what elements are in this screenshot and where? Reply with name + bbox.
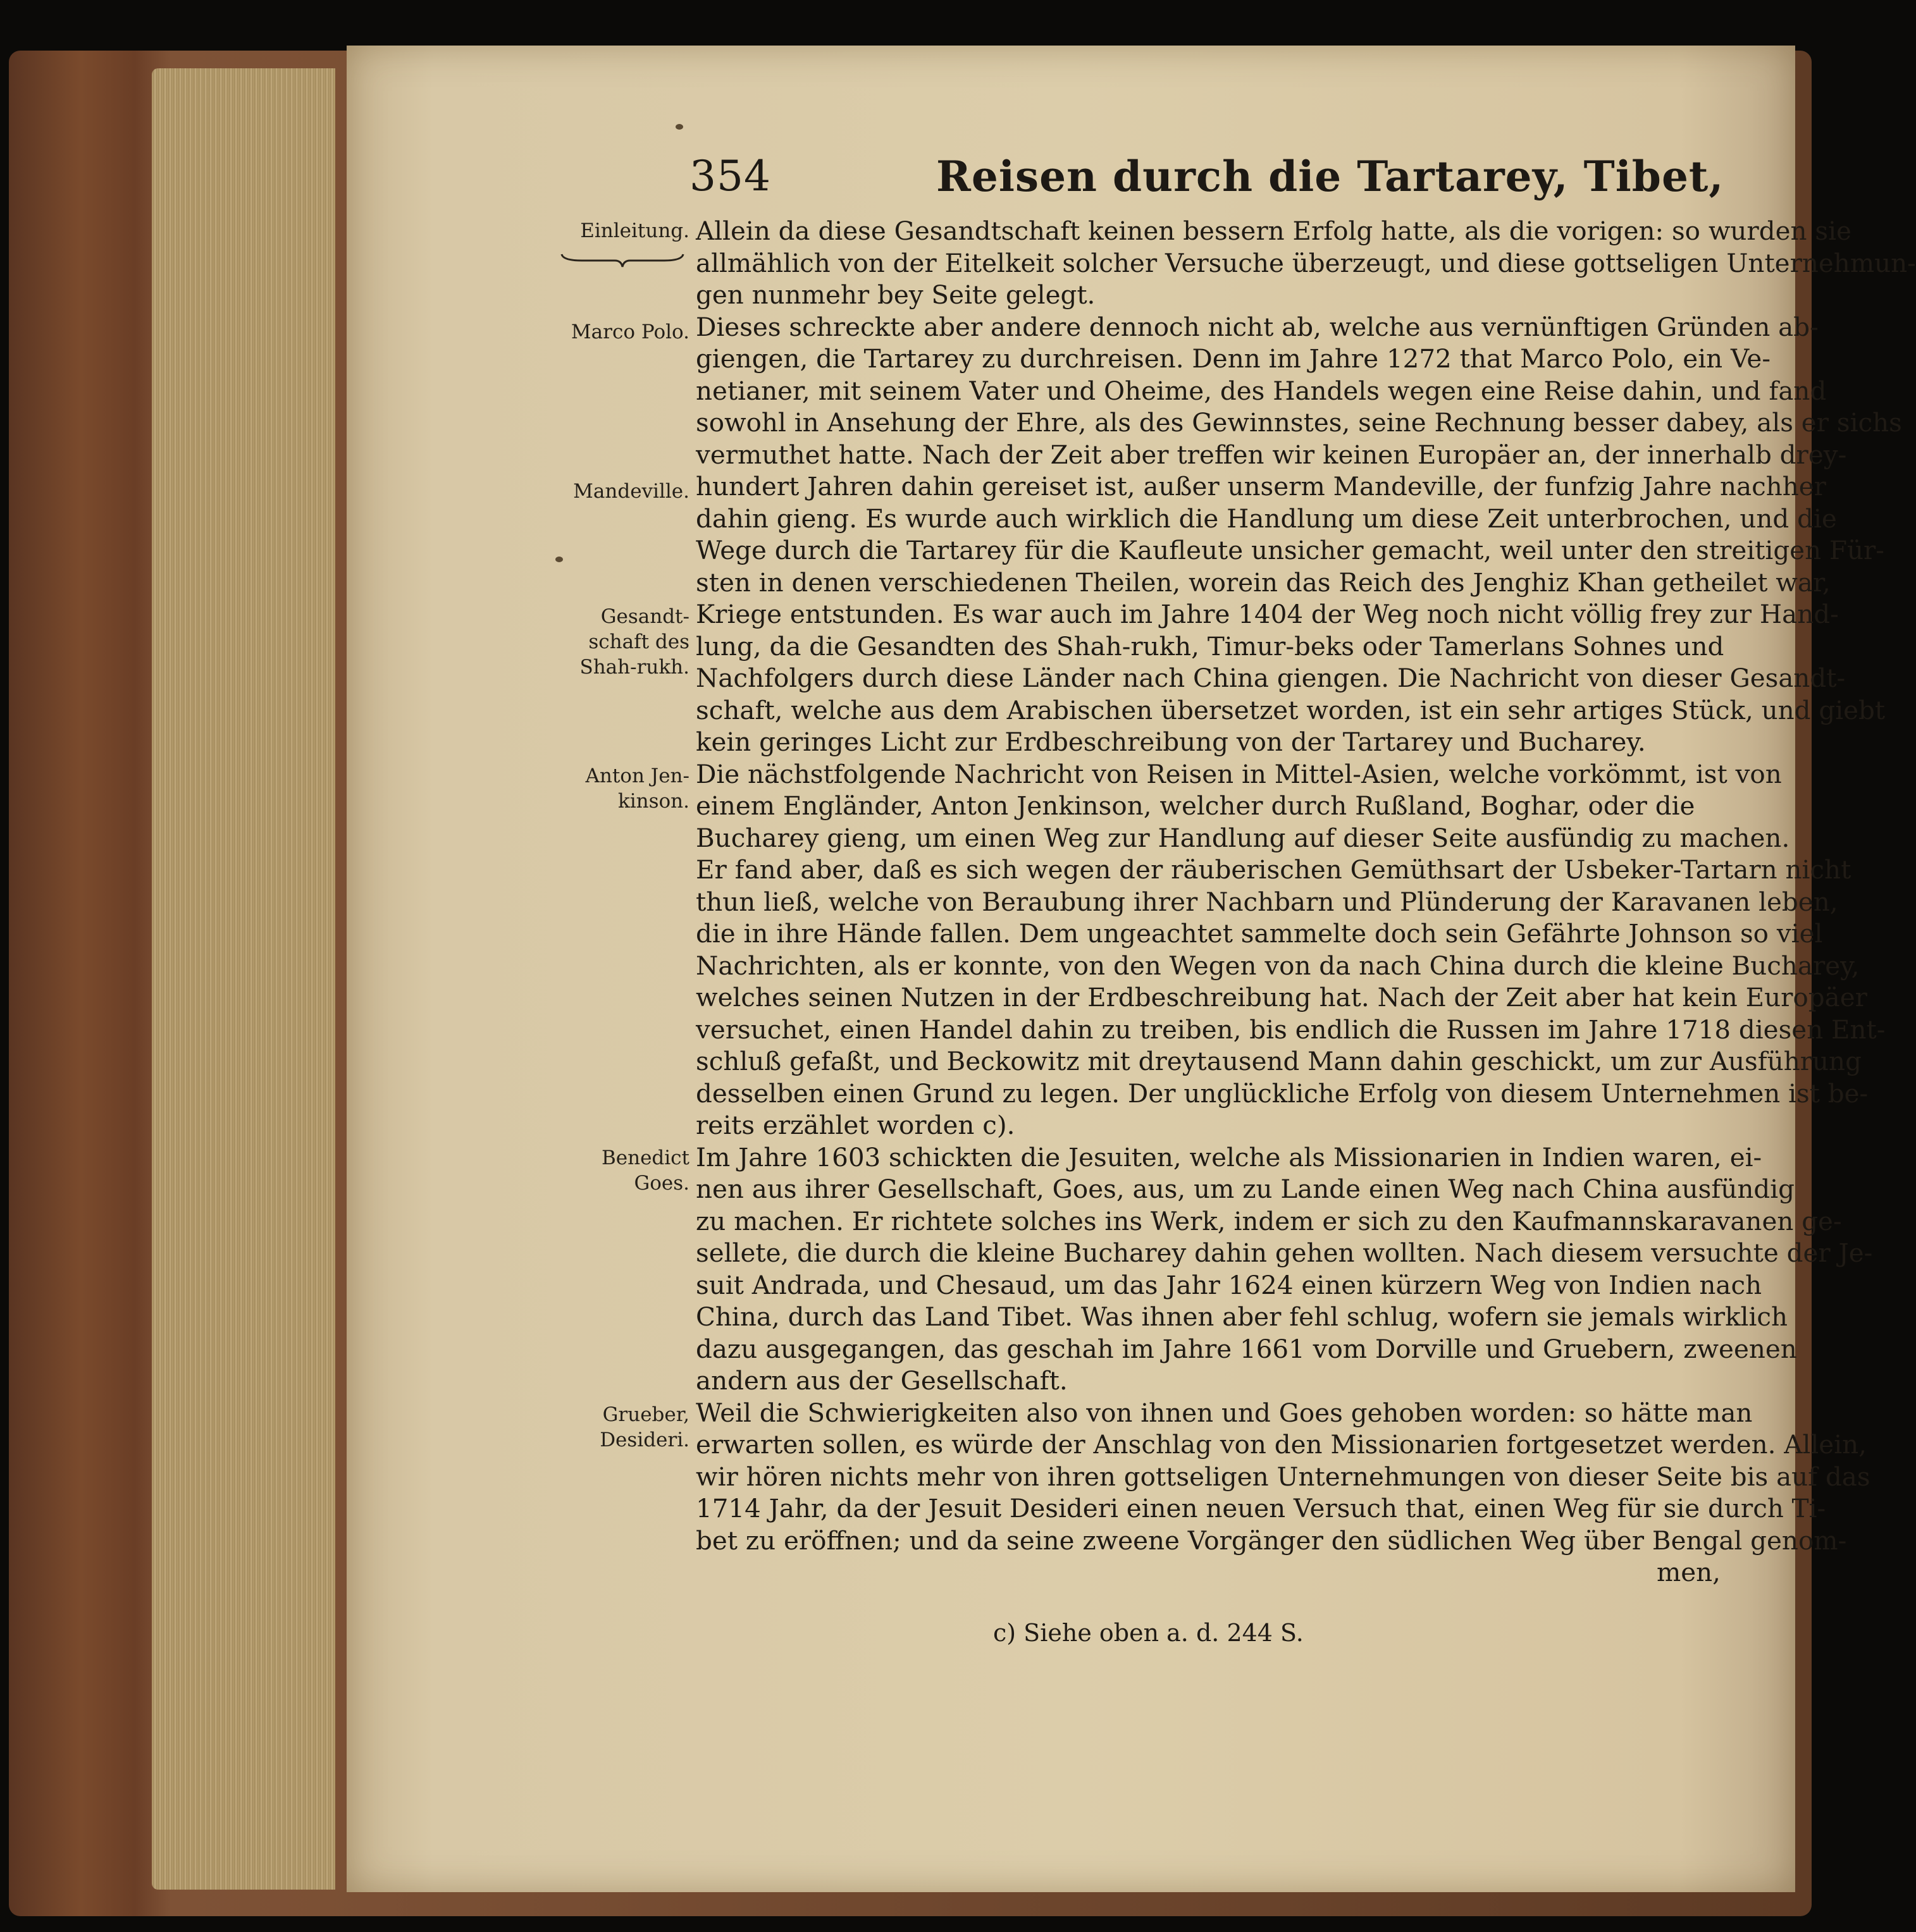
- text-line: Kriege entstunden. Es war auch im Jahre 1404 der Weg noch nicht völlig frey zur Hand-: [696, 599, 1839, 629]
- body-text: [696, 215, 1916, 1594]
- text-line: Nachfolgers durch diese Länder nach China giengen. Die Nachricht von dieser Gesandt-: [696, 663, 1846, 693]
- text-line: Im Jahre 1603 schickten die Jesuiten, welche als Missionarien in Indien waren, ei-: [696, 1141, 1762, 1172]
- text-line: Weil die Schwierigkeiten also von ihnen und Goes gehoben worden: so hätte man: [696, 1397, 1753, 1428]
- text-line: erwarten sollen, es würde der Anschlag von den Missionarien fortgesetzet werden. Allein,: [696, 1429, 1867, 1460]
- text-line: Allein da diese Gesandtschaft keinen bessern Erfolg hatte, als die vorigen: so wurden sie: [696, 216, 1851, 246]
- text-line: einem Engländer, Anton Jenkinson, welcher durch Rußland, Boghar, oder die: [696, 791, 1695, 821]
- text-line: Bucharey gieng, um einen Weg zur Handlung auf dieser Seite ausfündig zu machen.: [696, 822, 1790, 853]
- text-line: netianer, mit seinem Vater und Oheime, des Handels wegen eine Reise dahin, und fand: [696, 375, 1827, 406]
- margin-note-einleitung: Einleitung.: [580, 219, 689, 242]
- page-number: 354: [689, 152, 771, 200]
- running-title: Reisen durch die Tartarey, Tibet,: [936, 152, 1724, 201]
- text-line: dahin gieng. Es wurde auch wirklich die Handlung um diese Zeit unterbrochen, und die: [696, 503, 1837, 534]
- text-line: sowohl in Ansehung der Ehre, als des Gewinnstes, seine Rechnung besser dabey, als er sichs: [696, 407, 1902, 438]
- margin-note-grueber: Grueber, Desideri.: [600, 1403, 689, 1451]
- text-line: dazu ausgegangen, das geschah im Jahre 1661 vom Dorville und Gruebern, zweenen: [696, 1333, 1797, 1364]
- text-line: welches seinen Nutzen in der Erdbeschreibung hat. Nach der Zeit aber hat kein Europäer: [696, 982, 1867, 1012]
- margin-note-jenkinson: Anton Jen- kinson.: [585, 765, 689, 813]
- margin-note-marco-polo: Marco Polo.: [571, 321, 689, 343]
- text-line: vermuthet hatte. Nach der Zeit aber treffen wir keinen Europäer an, der innerhalb drey-: [696, 439, 1847, 470]
- page-header: [689, 145, 1765, 209]
- text-line: suit Andrada, und Chesaud, um das Jahr 1624 einen kürzern Weg von Indien nach: [696, 1269, 1762, 1300]
- ink-speck: [555, 557, 563, 562]
- text-line: Nachrichten, als er konnte, von den Wegen von da nach China durch die kleine Bucharey,: [696, 950, 1860, 981]
- page-edges: [152, 68, 335, 1890]
- text-line: giengen, die Tartarey zu durchreisen. Denn im Jahre 1272 that Marco Polo, ein Ve-: [696, 343, 1771, 374]
- text-line: die in ihre Hände fallen. Dem ungeachtet sammelte doch sein Gefährte Johnson so viel: [696, 918, 1823, 949]
- text-line: Dieses schreckte aber andere dennoch nicht ab, welche aus vernünftigen Gründen ab-: [696, 311, 1819, 342]
- text-line: andern aus der Gesellschaft.: [696, 1365, 1068, 1396]
- text-line: versuchet, einen Handel dahin zu treiben, bis endlich die Russen im Jahre 1718 diesen Ent-: [696, 1014, 1886, 1045]
- text-line: bet zu eröffnen; und da seine zweene Vorgänger den südlichen Weg über Bengal genom-: [696, 1525, 1847, 1556]
- text-line: sellete, die durch die kleine Bucharey dahin gehen wollten. Nach diesem versuchte der Je-: [696, 1238, 1873, 1268]
- text-line: zu machen. Er richtete solches ins Werk, indem er sich zu den Kaufmannskaravanen ge-: [696, 1205, 1842, 1236]
- text-line: wir hören nichts mehr von ihren gottseligen Unternehmungen von dieser Seite bis auf das: [696, 1461, 1870, 1492]
- text-line: allmählich von der Eitelkeit solcher Versuche überzeugt, und diese gottseligen Unternehmun-: [696, 247, 1916, 278]
- text-line: lung, da die Gesandten des Shah-rukh, Timur-beks oder Tamerlans Sohnes und: [696, 631, 1724, 661]
- text-line-last: men,: [1656, 1557, 1721, 1587]
- ink-speck: [676, 124, 683, 130]
- text-line: nen aus ihrer Gesellschaft, Goes, aus, um zu Lande einen Weg nach China ausfündig: [696, 1174, 1795, 1204]
- text-line: Er fand aber, daß es sich wegen der räuberischen Gemüthsart der Usbeker-Tartarn nicht: [696, 854, 1851, 885]
- text-line: China, durch das Land Tibet. Was ihnen aber fehl schlug, wofern sie jemals wirklich: [696, 1301, 1788, 1332]
- text-line: desselben einen Grund zu legen. Der unglückliche Erfolg von diesem Unternehmen ist be-: [696, 1078, 1869, 1109]
- margin-note-gesandtschaft: Gesandt- schaft des Shah-rukh.: [579, 605, 689, 679]
- text-line: reits erzählet worden c).: [696, 1110, 1015, 1140]
- text-line: 1714 Jahr, da der Jesuit Desideri einen neuen Versuch that, einen Weg für sie durch Ti-: [696, 1493, 1826, 1523]
- text-line: schluß gefaßt, und Beckowitz mit dreytausend Mann dahin geschickt, um zur Ausführung: [696, 1046, 1862, 1076]
- text-line: kein geringes Licht zur Erdbeschreibung von der Tartarey und Bucharey.: [696, 727, 1646, 757]
- margin-note-goes: Benedict Goes.: [601, 1147, 689, 1195]
- text-line: hundert Jahren dahin gereiset ist, außer unserm Mandeville, der funfzig Jahre nachher: [696, 471, 1826, 501]
- margin-notes: [557, 218, 689, 1546]
- text-line: sten in denen verschiedenen Theilen, worein das Reich des Jenghiz Khan getheilet war,: [696, 567, 1831, 598]
- margin-note-mandeville: Mandeville.: [573, 480, 689, 503]
- text-line: gen nunmehr bey Seite gelegt.: [696, 280, 1096, 310]
- text-line: Die nächstfolgende Nachricht von Reisen in Mittel-Asien, welche vorkömmt, ist von: [696, 758, 1782, 789]
- text-line: Wege durch die Tartarey für die Kaufleute unsicher gemacht, weil unter den streitigen Für-: [696, 535, 1884, 565]
- text-line: thun ließ, welche von Beraubung ihrer Nachbarn und Plünderung der Karavanen leben,: [696, 886, 1838, 917]
- text-line: schaft, welche aus dem Arabischen übersetzet worden, ist ein sehr artiges Stück, und giebt: [696, 694, 1886, 725]
- footnote: c) Siehe oben a. d. 244 S.: [993, 1619, 1304, 1647]
